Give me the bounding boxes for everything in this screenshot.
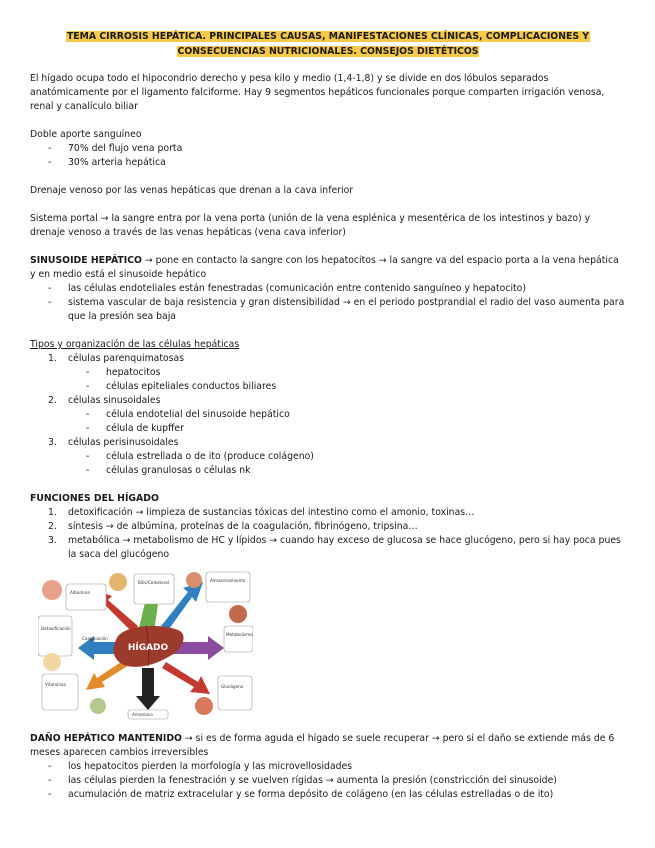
portal-paragraph: Sistema portal → la sangre entra por la vena porta (unión de la vena esplénica y mesentérica de los intestinos y bazo) y drenaje venoso a través de las venas hepáticas (vena cava inferior) — [30, 213, 591, 238]
figure-label: Metabolismo — [226, 632, 253, 637]
damage-paragraph: DAÑO HEPÁTICO MANTENIDO → si es de forma aguda el hígado se suele recuperar → pero si el daño se extiende más de 6 meses aparecen cambios irreversibles — [30, 733, 615, 758]
arrow-down-right — [162, 662, 210, 694]
list-item: 3. células perisinusoidales — [48, 437, 179, 448]
figure-label: Bilis/Colesterol — [138, 580, 169, 585]
list-item: - células epiteliales conductos biliares — [86, 381, 277, 392]
figure-label: Detoxificación — [41, 626, 71, 631]
food-image — [90, 698, 106, 714]
cells-heading: Tipos y organización de las células hepáticas — [30, 339, 240, 350]
title-line-2: CONSECUENCIAS NUTRICIONALES. CONSEJOS DIETÉTICOS — [177, 45, 479, 57]
figure-label: Coagulación — [82, 636, 108, 641]
arrow-down — [136, 668, 160, 710]
sinusoid-label: SINUSOIDE HEPÁTICO — [30, 255, 142, 266]
box — [218, 676, 252, 710]
food-image — [186, 572, 202, 588]
title-line-1: TEMA CIRROSIS HEPÁTICA. PRINCIPALES CAUSAS, MANIFESTACIONES CLÍNICAS, COMPLICACIONES Y — [66, 31, 590, 42]
list-item: - célula estrellada o de ito (produce colágeno) — [86, 451, 314, 462]
figure-label: Vitaminas — [45, 682, 66, 687]
list-item: 2. células sinusoidales — [48, 395, 161, 406]
liver-label: HÍGADO — [127, 643, 169, 653]
list-item: 1. células parenquimatosas — [48, 353, 185, 364]
food-image — [109, 573, 127, 591]
liver-functions-figure — [38, 570, 253, 720]
food-image — [42, 580, 62, 600]
figure-label: Amoniaco — [132, 712, 153, 717]
figure-label: Glucógeno — [221, 684, 244, 689]
drainage-paragraph: Drenaje venoso por las venas hepáticas que drenan a la cava inferior — [30, 185, 354, 196]
functions-heading: FUNCIONES DEL HÍGADO — [30, 493, 159, 504]
list-item: 3. metabólica → metabolismo de HC y lípidos → cuando hay exceso de glucosa se hace glucógeno, pero si hay poca pues la saca del glucógeno — [48, 535, 621, 560]
box — [42, 674, 78, 710]
document-page — [30, 30, 626, 802]
list-item: - los hepatocitos pierden la morfología y las microvellosidades — [48, 761, 353, 772]
list-item: - acumulación de matriz extracelular y se forma depósito de colágeno (en las células estrelladas o de ito) — [48, 789, 554, 800]
list-item: - sistema vascular de baja resistencia y gran distensibilidad → en el periodo postprandial el radio del vaso aumenta para que la presión sea baja — [48, 297, 625, 322]
document-title — [30, 30, 626, 59]
list-item: - hepatocitos — [86, 367, 161, 378]
box — [224, 626, 253, 652]
box — [206, 572, 250, 602]
list-item: - las células pierden la fenestración y se vuelven rígidas → aumenta la presión (constricción del sinusoide) — [48, 775, 557, 786]
list-item: - 70% del flujo vena porta — [48, 143, 183, 154]
blood-heading: Doble aporte sanguíneo — [30, 129, 142, 140]
food-image — [195, 697, 213, 715]
list-item: - células granulosas o células nk — [86, 465, 251, 476]
sinusoid-paragraph: SINUSOIDE HEPÁTICO → pone en contacto la sangre con los hepatocitos → la sangre va del espacio porta a la vena hepática y en medio está el sinusoide hepático — [30, 255, 619, 280]
box — [66, 584, 106, 610]
figure-label: Almacenamiento — [210, 578, 246, 583]
box — [134, 574, 174, 604]
list-item: - célula de kupffer — [86, 423, 184, 434]
list-item: - célula endotelial del sinusoide hepático — [86, 409, 290, 420]
list-item: - 30% arteria hepática — [48, 157, 166, 168]
box — [38, 616, 72, 656]
figure-label: Albúmina — [70, 590, 90, 595]
intro-paragraph: El hígado ocupa todo el hipocondrio derecho y pesa kilo y medio (1,4-1,8) y se divide en dos lóbulos separados anatómicamente por el ligamento falciforme. Hay 9 segmentos hepáticos funcionales porque comparten irrigación venosa, renal y canalículo biliar — [30, 73, 605, 112]
food-image — [229, 605, 247, 623]
list-item: - las células endoteliales están fenestradas (comunicación entre contenido sanguíneo y hepatocito) — [48, 283, 526, 294]
list-item: 1. detoxificación → limpieza de sustancias tóxicas del intestino como el amonio, toxinas… — [48, 507, 475, 518]
damage-label: DAÑO HEPÁTICO MANTENIDO — [30, 733, 182, 744]
food-image — [43, 653, 61, 671]
list-item: 2. síntesis → de albúmina, proteínas de la coagulación, fibrinógeno, tripsina… — [48, 521, 418, 532]
